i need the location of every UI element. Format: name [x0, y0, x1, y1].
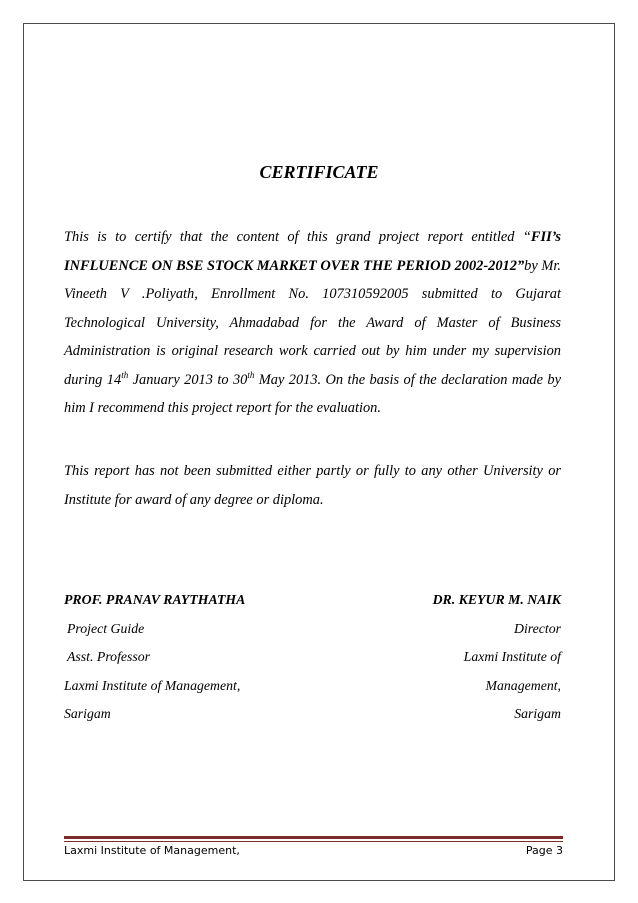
signatory-left-designation: Asst. Professor [67, 649, 151, 664]
signatory-left-institute: Laxmi Institute of Management, [64, 677, 241, 693]
certificate-paragraph-1 [64, 223, 561, 423]
signatory-left [64, 586, 245, 729]
project-title: FII’s INFLUENCE ON BSE STOCK MARKET OVER THE PERIOD 2002-2012” [64, 229, 561, 274]
para1-part-b: January 2013 to 30 [128, 371, 248, 388]
superscript-th-2: th [247, 369, 255, 380]
page-border [23, 23, 615, 881]
page-number: Page 3 [525, 844, 563, 857]
signatory-right-institute-line1: Laxmi Institute of [463, 649, 561, 664]
signatory-right [433, 586, 561, 729]
signatory-left-place: Sarigam [64, 706, 111, 721]
signatory-left-role: Project Guide [67, 620, 145, 636]
footer-institute: Laxmi Institute of Management, [64, 844, 240, 857]
signatory-right-name: DR. KEYUR M. NAIK [432, 592, 561, 607]
certificate-paragraph-2: This report has not been submitted either partly or fully to any other University or Institute for award of any degree or diploma. [64, 463, 561, 508]
signatory-right-institute-line2: Management, [485, 677, 561, 693]
signatory-left-name: PROF. PRANAV RAYTHATHA [64, 592, 246, 607]
footer-rule [64, 836, 563, 839]
footer-rule-thin [64, 841, 563, 842]
superscript-th-1: th [121, 369, 129, 380]
para1-part-a: by Mr. Vineeth V .Poliyath, Enrollment No. 107310592005 submitted to Gujarat Technological University, Ahmadabad for the Award of Master of Business Administration is original research work carried out by him under my supervision during 14 [64, 257, 561, 388]
para1-part-c: May 2013. On the basis of the declaration made by him I recommend this project report for the evaluation. [64, 371, 562, 416]
para1-intro: This is to certify that the content of this grand project report entitled “ [64, 229, 531, 245]
certificate-title: CERTIFICATE [259, 162, 379, 182]
signatory-right-place: Sarigam [514, 706, 561, 721]
signatory-right-role: Director [513, 620, 561, 636]
